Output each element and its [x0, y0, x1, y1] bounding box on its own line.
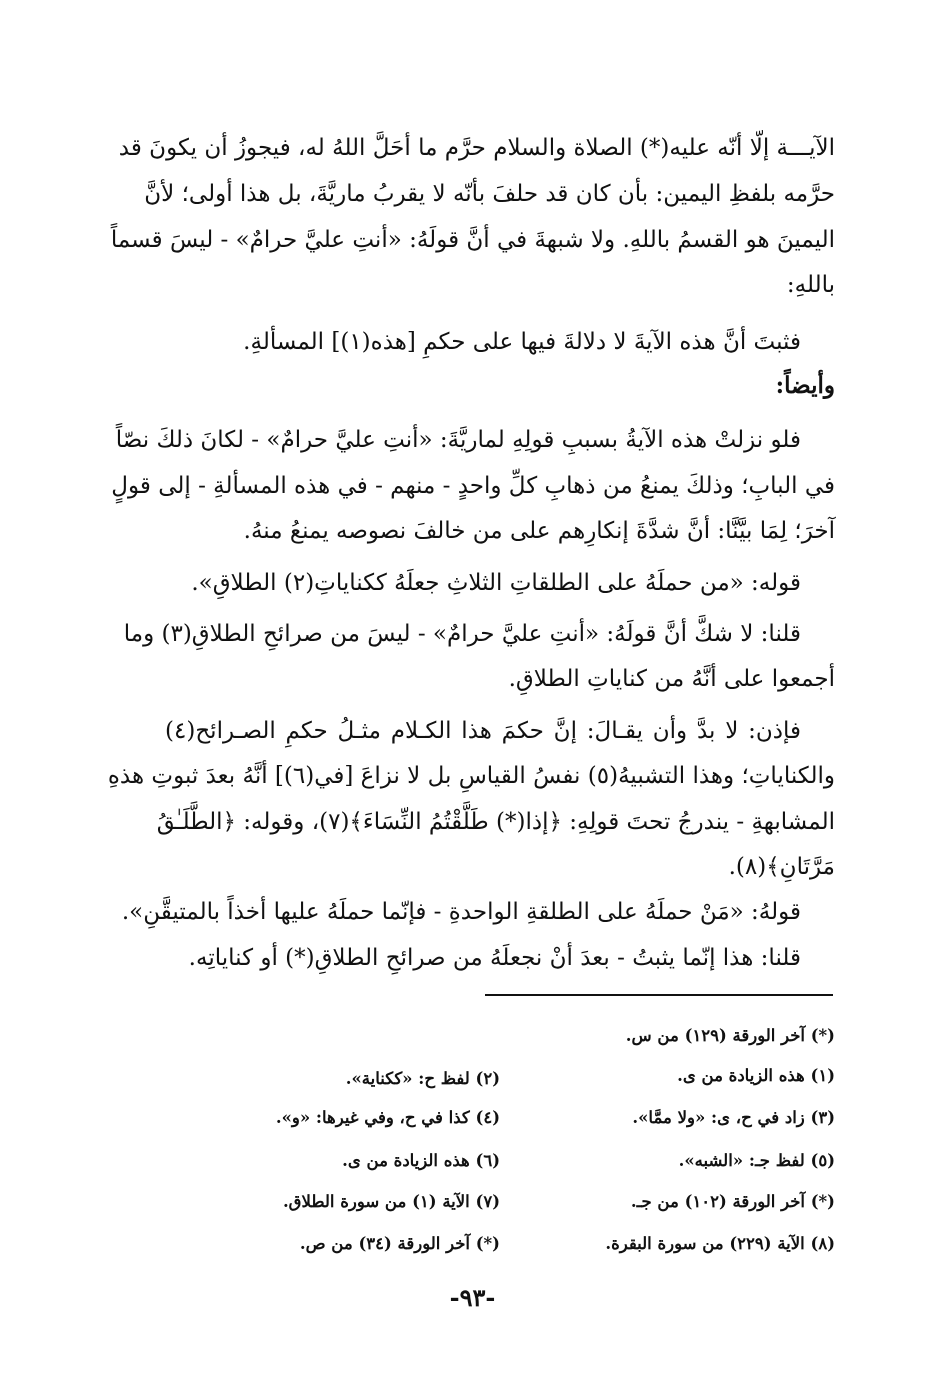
text-line: آخرَ؛ لِمَا بيَّنَّا: أنَّ شدَّةَ إنكارِهم على من خالفَ نصوصه يمنعُ منهُ.	[243, 518, 835, 544]
footnote-separator	[485, 994, 833, 996]
footnote: (١) هذه الزيادة من ى.	[677, 1066, 835, 1085]
text-line: فإذن: لا بدَّ وأن يقـالَ: إنَّ حكمَ هذا الكـلام مثـلُ حكمِ الصـرائح(٤)	[165, 718, 801, 744]
footnote: (٣) زاد في ح، ى: «ولا ممَّا».	[632, 1108, 835, 1127]
text-line: مَرَّتَانِ﴾(٨).	[728, 854, 835, 880]
text-line: قلنا: هذا إنّما يثبتُ - بعدَ أنْ نجعلَهُ من صرائحِ الطلاقِ(*) أو كناياتِه.	[188, 945, 801, 971]
text-line: فلو نزلتْ هذه الآيةُ بسببِ قولِهِ لماريَّةَ: «أنتِ عليَّ حرامٌ» - لكانَ ذلكَ نصّاً	[115, 427, 801, 453]
text-line: الآيـــة إلّا أنّه عليه(*) الصلاة والسلام حرَّم ما أحَلَّ اللهُ له، فيجوزُ أن يكونَ قد	[118, 135, 835, 161]
text-line: قولهُ: «مَنْ حملَهُ على الطلقةِ الواحدةِ - فإنّما حملَهُ عليها أخذاً بالمتيقَّنِ».	[121, 899, 801, 925]
footnote: (٢) لفظ ح: «ككناية».	[345, 1069, 500, 1088]
footnote: (*) آخر الورقة (٣٤) من ص.	[299, 1234, 500, 1253]
text-line: والكناياتِ؛ وهذا التشبيهُ(٥) نفسُ القياسِ بل لا نزاعَ [في(٦)] أنَّهُ بعدَ ثبوتِ هذهِ	[107, 763, 835, 789]
footnote: (٧) الآية (١) من سورة الطلاق.	[282, 1192, 500, 1211]
section-heading: وأيضاً:	[775, 372, 835, 399]
text-line: قوله: «من حملَهُ على الطلقاتِ الثلاثِ جعلَهُ ككناياتِ(٢) الطلاقِ».	[191, 570, 801, 596]
text-line: في البابِ؛ وذلكَ يمنعُ من ذهابِ كلِّ واحدٍ - منهم - في هذه المسألةِ - إلى قولٍ	[111, 473, 835, 499]
text-line: أجمعوا على أنَّهُ من كناياتِ الطلاقِ.	[508, 666, 835, 692]
footnote: (٨) الآية (٢٢٩) من سورة البقرة.	[605, 1234, 835, 1253]
text-line: قلنا: لا شكَّ أنَّ قولَهُ: «أنتِ عليَّ حرامٌ» - ليسَ من صرائحِ الطلاقِ(٣) وما	[123, 621, 801, 647]
footnote: (*) آخر الورقة (١٢٩) من س.	[625, 1026, 835, 1045]
text-line: حرَّمه بلفظِ اليمين: بأن كان قد حلفَ بأنّه لا يقربُ ماريَّةَ، بل هذا أولى؛ لأنَّ	[144, 181, 835, 207]
footnote: (*) آخر الورقة (١٠٢) من جـ.	[630, 1192, 835, 1211]
text-line: فثبتَ أنَّ هذه الآيةَ لا دلالةَ فيها على حكمِ [هذه(١)] المسألةِ.	[243, 329, 801, 355]
text-line: اليمينَ هو القسمُ باللهِ. ولا شبهةَ في أنَّ قولَهُ: «أنتِ عليَّ حرامٌ» - ليسَ قسماً	[110, 227, 835, 253]
footnote: (٦) هذه الزيادة من ى.	[342, 1151, 500, 1170]
footnote: (٥) لفظ جـ: «الشبه».	[678, 1151, 835, 1170]
text-line: المشابهةِ - يندرجُ تحتَ قولِهِ: ﴿إذا(*) طَلَّقْتُمُ النِّسَاءَ﴾(٧)، وقوله: ﴿الطَّلَـٰقُ	[156, 809, 835, 835]
text-line: باللهِ:	[786, 272, 835, 298]
footnote: (٤) كذا في ح، وفي غيرها: «و».	[275, 1108, 500, 1127]
page-number: -٩٣-	[449, 1283, 496, 1312]
